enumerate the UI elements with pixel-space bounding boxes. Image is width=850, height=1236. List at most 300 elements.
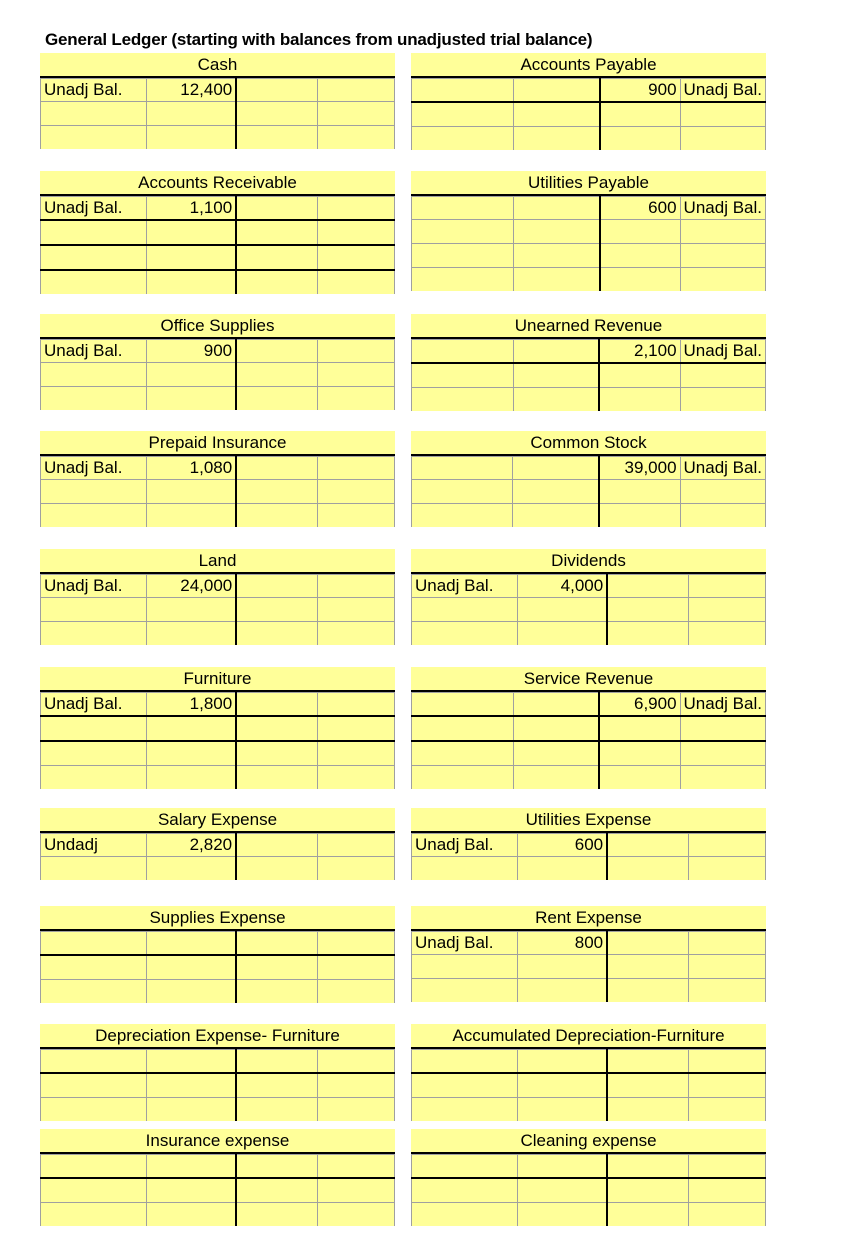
ledger-cell <box>412 220 514 244</box>
balance-row <box>412 457 766 480</box>
credit-label-cell <box>318 693 395 717</box>
entry-row <box>41 126 395 150</box>
credit-label-cell <box>689 1050 766 1074</box>
entry-row <box>41 363 395 387</box>
ledger-cell <box>236 716 318 741</box>
ledger-cell <box>41 741 147 766</box>
ledger-cell <box>41 716 147 741</box>
entry-row <box>412 480 766 504</box>
credit-label-cell <box>318 197 395 221</box>
debit-label-cell: Unadj Bal. <box>41 197 147 221</box>
credit-amount-cell <box>607 575 689 598</box>
account-grid <box>411 1049 766 1121</box>
credit-label-cell: Unadj Bal. <box>680 79 765 103</box>
debit-amount-cell: 1,800 <box>146 693 236 717</box>
debit-label-cell: Unadj Bal. <box>41 457 147 480</box>
account-title: Unearned Revenue <box>411 314 766 339</box>
ledger-cell <box>41 102 147 126</box>
balance-row <box>41 575 395 598</box>
debit-amount-cell: 600 <box>517 834 607 857</box>
credit-label-cell: Unadj Bal. <box>680 693 765 717</box>
entry-row <box>412 1203 766 1227</box>
credit-label-cell: Unadj Bal. <box>680 197 765 220</box>
account-title: Common Stock <box>411 431 766 456</box>
debit-amount-cell <box>513 340 599 364</box>
debit-label-cell: Unadj Bal. <box>41 693 147 717</box>
balance-row <box>41 1050 395 1074</box>
account-grid <box>40 574 395 645</box>
ledger-cell <box>412 1203 518 1227</box>
ledger-cell <box>146 980 236 1004</box>
ledger-cell <box>680 741 765 766</box>
account-title: Land <box>40 549 395 574</box>
ledger-cell <box>513 504 599 528</box>
account-grid <box>40 833 395 880</box>
balance-row <box>412 1050 766 1074</box>
ledger-cell <box>412 1098 518 1122</box>
debit-amount-cell: 900 <box>146 340 236 363</box>
debit-label-cell: Unadj Bal. <box>412 834 518 857</box>
entry-row <box>41 980 395 1004</box>
ledger-cell <box>146 1098 236 1122</box>
ledger-cell <box>146 716 236 741</box>
ledger-cell <box>146 1203 236 1227</box>
account-title: Prepaid Insurance <box>40 431 395 456</box>
ledger-cell <box>599 766 680 790</box>
credit-label-cell <box>318 932 395 956</box>
ledger-cell <box>513 766 599 790</box>
ledger-cell <box>513 363 599 388</box>
entry-row <box>41 1098 395 1122</box>
account-grid <box>40 339 395 410</box>
account-title: Insurance expense <box>40 1129 395 1154</box>
debit-label-cell <box>41 1155 147 1179</box>
balance-row <box>412 932 766 955</box>
ledger-cell <box>146 766 236 790</box>
ledger-cell <box>318 1203 395 1227</box>
ledger-cell <box>318 270 395 294</box>
debit-label-cell <box>412 457 513 480</box>
ledger-cell <box>600 244 680 268</box>
ledger-cell <box>236 980 318 1004</box>
credit-label-cell <box>689 575 766 598</box>
ledger-cell <box>680 504 765 528</box>
entry-row <box>41 741 395 766</box>
entry-row <box>412 102 766 127</box>
debit-label-cell <box>412 1050 518 1074</box>
debit-amount-cell <box>513 457 599 480</box>
balance-row <box>41 834 395 857</box>
ledger-cell <box>599 480 680 504</box>
ledger-cell <box>318 622 395 646</box>
ledger-cell <box>41 598 147 622</box>
debit-amount-cell: 800 <box>517 932 607 955</box>
ledger-cell <box>41 387 147 411</box>
entry-row <box>41 480 395 504</box>
ledger-cell <box>600 102 680 127</box>
ledger-cell <box>318 716 395 741</box>
ledger-cell <box>236 270 318 294</box>
ledger-cell <box>236 1178 318 1203</box>
entry-row <box>41 1178 395 1203</box>
ledger-cell <box>146 622 236 646</box>
ledger-cell <box>513 268 600 292</box>
ledger-cell <box>236 126 318 150</box>
ledger-cell <box>513 102 600 127</box>
credit-amount-cell <box>236 932 318 956</box>
ledger-cell <box>236 1098 318 1122</box>
balance-row <box>41 1155 395 1179</box>
ledger-cell <box>146 102 236 126</box>
account-grid <box>40 78 395 149</box>
account-grid <box>411 692 766 789</box>
ledger-cell <box>599 388 680 412</box>
ledger-cell <box>412 363 514 388</box>
ledger-cell <box>146 480 236 504</box>
ledger-cell <box>412 741 514 766</box>
ledger-cell <box>513 716 599 741</box>
debit-amount-cell <box>517 1155 607 1179</box>
debit-label-cell <box>412 197 514 220</box>
balance-row <box>412 197 766 220</box>
account-title: Depreciation Expense- Furniture <box>40 1024 395 1049</box>
debit-label-cell: Unadj Bal. <box>41 340 147 363</box>
debit-label-cell <box>412 1155 518 1179</box>
ledger-cell <box>236 766 318 790</box>
ledger-cell <box>689 622 766 646</box>
ledger-cell <box>318 766 395 790</box>
ledger-cell <box>236 955 318 980</box>
ledger-cell <box>146 126 236 150</box>
ledger-cell <box>517 955 607 979</box>
entry-row <box>412 955 766 979</box>
credit-label-cell <box>689 834 766 857</box>
ledger-cell <box>607 1178 689 1203</box>
debit-amount-cell: 2,820 <box>146 834 236 857</box>
ledger-cell <box>689 598 766 622</box>
account-title: Furniture <box>40 667 395 692</box>
credit-amount-cell <box>236 1050 318 1074</box>
ledger-cell <box>41 1098 147 1122</box>
ledger-cell <box>513 127 600 151</box>
ledger-cell <box>680 268 765 292</box>
account-title: Cleaning expense <box>411 1129 766 1154</box>
account-grid <box>411 574 766 645</box>
ledger-cell <box>517 1203 607 1227</box>
credit-amount-cell <box>236 575 318 598</box>
account-grid <box>40 456 395 527</box>
ledger-cell <box>236 480 318 504</box>
entry-row <box>412 716 766 741</box>
credit-amount-cell <box>607 932 689 955</box>
ledger-cell <box>236 1203 318 1227</box>
ledger-cell <box>412 268 514 292</box>
ledger-cell <box>146 857 236 881</box>
debit-label-cell <box>412 693 514 717</box>
ledger-cell <box>146 955 236 980</box>
ledger-cell <box>607 1203 689 1227</box>
ledger-cell <box>412 1073 518 1098</box>
credit-label-cell <box>689 1155 766 1179</box>
ledger-cell <box>318 245 395 270</box>
credit-amount-cell <box>607 1155 689 1179</box>
ledger-cell <box>513 741 599 766</box>
entry-row <box>412 504 766 528</box>
balance-row <box>412 79 766 103</box>
balance-row <box>41 340 395 363</box>
ledger-cell <box>600 268 680 292</box>
ledger-cell <box>412 388 514 412</box>
account-title: Cash <box>40 53 395 78</box>
credit-label-cell <box>689 932 766 955</box>
balance-row <box>41 932 395 956</box>
ledger-cell <box>513 244 600 268</box>
entry-row <box>41 598 395 622</box>
ledger-cell <box>236 102 318 126</box>
ledger-cell <box>318 363 395 387</box>
account-grid <box>411 1154 766 1226</box>
debit-label-cell <box>412 79 514 103</box>
ledger-cell <box>236 245 318 270</box>
balance-row <box>412 340 766 364</box>
ledger-cell <box>41 766 147 790</box>
debit-amount-cell <box>513 693 599 717</box>
credit-label-cell <box>318 834 395 857</box>
ledger-cell <box>41 363 147 387</box>
debit-label-cell: Unadj Bal. <box>412 932 518 955</box>
ledger-cell <box>146 363 236 387</box>
credit-label-cell <box>318 575 395 598</box>
ledger-cell <box>412 504 513 528</box>
ledger-cell <box>689 1073 766 1098</box>
ledger-cell <box>146 741 236 766</box>
ledger-cell <box>680 766 765 790</box>
credit-amount-cell <box>607 1050 689 1074</box>
credit-label-cell <box>318 457 395 480</box>
entry-row <box>41 857 395 881</box>
balance-row <box>412 1155 766 1179</box>
ledger-cell <box>680 127 765 151</box>
ledger-cell <box>680 480 765 504</box>
ledger-cell <box>146 1178 236 1203</box>
account-grid <box>411 833 766 880</box>
debit-amount-cell: 24,000 <box>146 575 236 598</box>
entry-row <box>41 622 395 646</box>
debit-label-cell <box>41 932 147 956</box>
ledger-cell <box>318 1073 395 1098</box>
account-title: Utilities Expense <box>411 808 766 833</box>
account-grid <box>40 1049 395 1121</box>
account-title: Rent Expense <box>411 906 766 931</box>
ledger-cell <box>412 244 514 268</box>
account-title: Accounts Payable <box>411 53 766 78</box>
ledger-cell <box>41 980 147 1004</box>
credit-amount-cell <box>236 79 318 102</box>
debit-amount-cell <box>146 932 236 956</box>
ledger-cell <box>318 857 395 881</box>
ledger-cell <box>41 857 147 881</box>
ledger-cell <box>680 220 765 244</box>
ledger-cell <box>146 598 236 622</box>
entry-row <box>41 1073 395 1098</box>
ledger-cell <box>146 504 236 528</box>
entry-row <box>412 622 766 646</box>
debit-amount-cell <box>517 1050 607 1074</box>
entry-row <box>41 245 395 270</box>
ledger-cell <box>146 220 236 245</box>
ledger-cell <box>607 955 689 979</box>
balance-row <box>412 834 766 857</box>
credit-label-cell: Unadj Bal. <box>680 340 765 364</box>
ledger-cell <box>517 1098 607 1122</box>
ledger-cell <box>318 220 395 245</box>
ledger-cell <box>318 1098 395 1122</box>
entry-row <box>412 268 766 292</box>
ledger-cell <box>41 1178 147 1203</box>
ledger-cell <box>318 741 395 766</box>
ledger-cell <box>680 363 765 388</box>
entry-row <box>412 979 766 1003</box>
credit-label-cell <box>318 1050 395 1074</box>
entry-row <box>412 1178 766 1203</box>
ledger-cell <box>236 1073 318 1098</box>
balance-row <box>412 575 766 598</box>
ledger-cell <box>412 1178 518 1203</box>
ledger-cell <box>412 102 514 127</box>
credit-amount-cell <box>236 457 318 480</box>
ledger-cell <box>412 979 518 1003</box>
ledger-cell <box>607 1098 689 1122</box>
ledger-cell <box>517 1178 607 1203</box>
ledger-cell <box>318 126 395 150</box>
ledger-cell <box>689 1203 766 1227</box>
account-title: Office Supplies <box>40 314 395 339</box>
balance-row <box>412 693 766 717</box>
ledger-cell <box>607 979 689 1003</box>
entry-row <box>412 363 766 388</box>
account-grid <box>40 692 395 789</box>
account-grid <box>40 1154 395 1226</box>
ledger-cell <box>599 363 680 388</box>
ledger-cell <box>318 387 395 411</box>
ledger-cell <box>689 1178 766 1203</box>
ledger-cell <box>146 387 236 411</box>
ledger-cell <box>689 1098 766 1122</box>
account-grid <box>411 456 766 527</box>
debit-amount-cell: 12,400 <box>146 79 236 102</box>
entry-row <box>412 1098 766 1122</box>
credit-amount-cell <box>236 834 318 857</box>
ledger-cell <box>517 598 607 622</box>
ledger-cell <box>412 857 518 881</box>
credit-label-cell <box>318 340 395 363</box>
ledger-cell <box>517 622 607 646</box>
ledger-cell <box>680 102 765 127</box>
ledger-cell <box>41 245 147 270</box>
account-grid <box>40 196 395 294</box>
balance-row <box>41 79 395 102</box>
account-grid <box>40 931 395 1003</box>
account-title: Supplies Expense <box>40 906 395 931</box>
entry-row <box>412 244 766 268</box>
ledger-cell <box>146 1073 236 1098</box>
entry-row <box>41 220 395 245</box>
credit-amount-cell: 900 <box>600 79 680 103</box>
ledger-cell <box>517 857 607 881</box>
account-grid <box>411 931 766 1002</box>
ledger-cell <box>41 270 147 294</box>
ledger-cell <box>599 741 680 766</box>
credit-label-cell: Unadj Bal. <box>680 457 765 480</box>
account-title: Utilities Payable <box>411 171 766 196</box>
ledger-cell <box>607 622 689 646</box>
entry-row <box>412 388 766 412</box>
account-title: Accumulated Depreciation-Furniture <box>411 1024 766 1049</box>
credit-amount-cell <box>236 340 318 363</box>
ledger-cell <box>689 955 766 979</box>
debit-label-cell <box>412 340 514 364</box>
debit-label-cell <box>41 1050 147 1074</box>
ledger-cell <box>412 598 518 622</box>
debit-label-cell: Undadj <box>41 834 147 857</box>
ledger-cell <box>318 598 395 622</box>
credit-amount-cell: 6,900 <box>599 693 680 717</box>
entry-row <box>41 102 395 126</box>
ledger-cell <box>680 244 765 268</box>
ledger-cell <box>41 1203 147 1227</box>
ledger-cell <box>318 102 395 126</box>
ledger-cell <box>607 598 689 622</box>
ledger-cell <box>236 220 318 245</box>
entry-row <box>41 1203 395 1227</box>
ledger-cell <box>41 220 147 245</box>
entry-row <box>41 387 395 411</box>
ledger-cell <box>600 127 680 151</box>
debit-amount-cell: 4,000 <box>517 575 607 598</box>
page-title: General Ledger (starting with balances from unadjusted trial balance) <box>45 30 593 49</box>
credit-amount-cell: 600 <box>600 197 680 220</box>
balance-row <box>41 693 395 717</box>
ledger-cell <box>318 1178 395 1203</box>
ledger-cell <box>146 245 236 270</box>
ledger-cell <box>41 622 147 646</box>
debit-amount-cell <box>513 79 600 103</box>
credit-label-cell <box>318 79 395 102</box>
ledger-cell <box>607 1073 689 1098</box>
entry-row <box>412 1073 766 1098</box>
entry-row <box>412 220 766 244</box>
account-title: Service Revenue <box>411 667 766 692</box>
ledger-cell <box>236 363 318 387</box>
ledger-cell <box>146 270 236 294</box>
entry-row <box>412 598 766 622</box>
entry-row <box>41 716 395 741</box>
debit-label-cell: Unadj Bal. <box>412 575 518 598</box>
ledger-cell <box>41 1073 147 1098</box>
ledger-cell <box>412 766 514 790</box>
ledger-cell <box>41 126 147 150</box>
debit-amount-cell: 1,100 <box>146 197 236 221</box>
credit-amount-cell <box>236 197 318 221</box>
ledger-cell <box>600 220 680 244</box>
balance-row <box>41 197 395 221</box>
debit-amount-cell <box>513 197 600 220</box>
entry-row <box>41 504 395 528</box>
entry-row <box>41 766 395 790</box>
account-title: Dividends <box>411 549 766 574</box>
account-grid <box>411 339 766 411</box>
ledger-cell <box>517 1073 607 1098</box>
